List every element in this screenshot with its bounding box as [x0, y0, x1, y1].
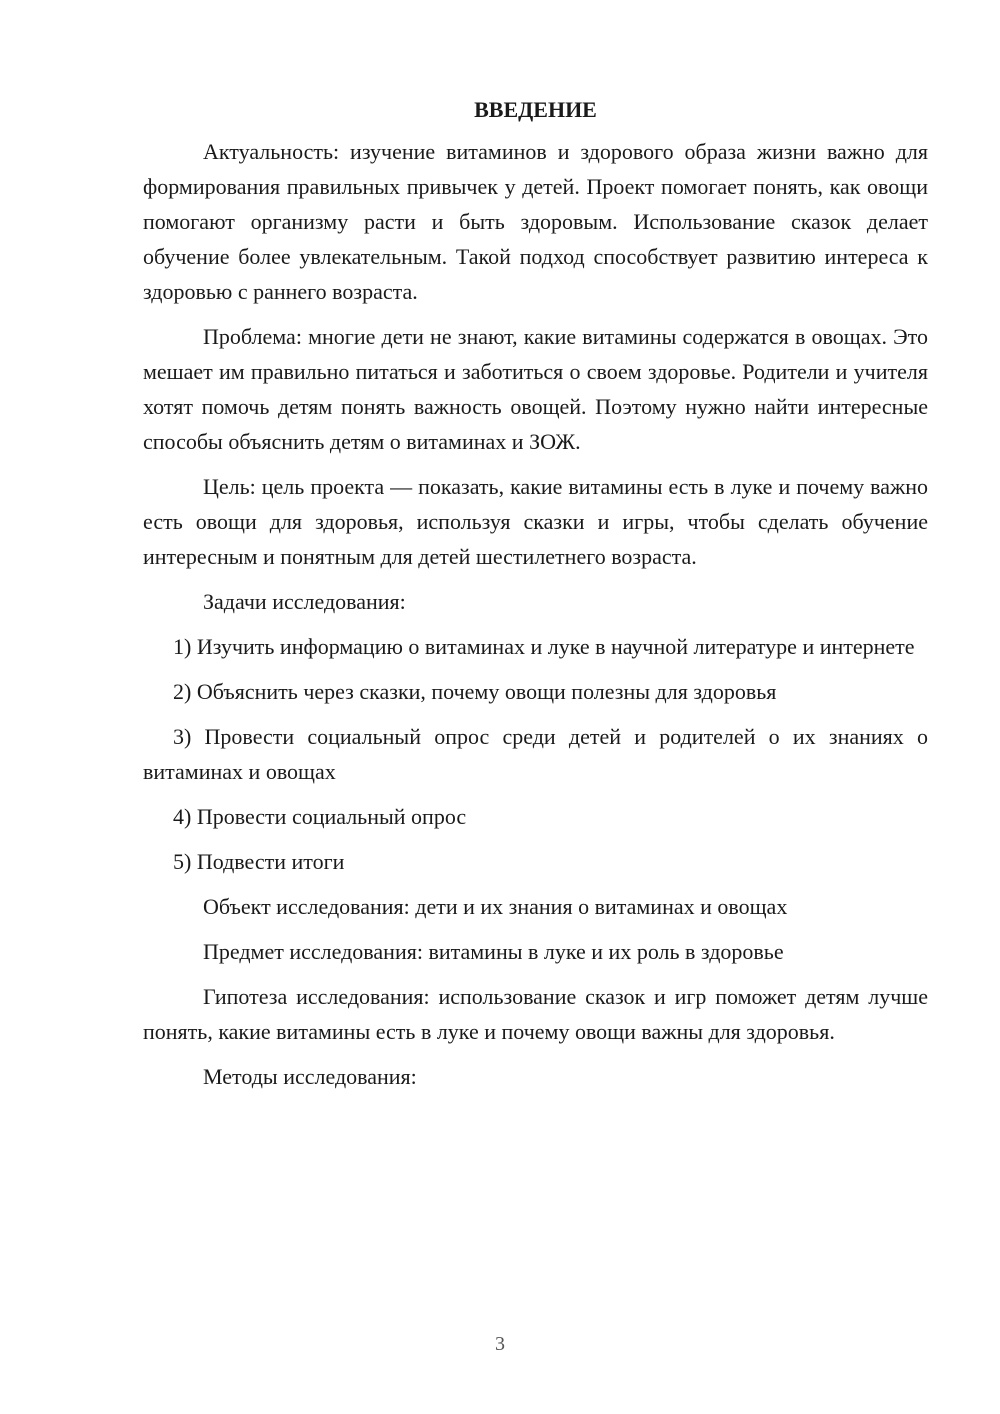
research-object: Объект исследования: дети и их знания о витаминах и овощах — [203, 894, 788, 919]
task-item-5: 5) Подвести итоги — [173, 849, 345, 874]
goal-paragraph: Цель: цель проекта — показать, какие витамины есть в луке и почему важно есть овощи для здоровья, используя сказки и игры, чтобы сделать обучение интересным и понятным для детей шестилетнего возраста. — [143, 474, 928, 569]
task-item-2: 2) Объяснить через сказки, почему овощи полезны для здоровья — [173, 679, 777, 704]
document-page — [143, 92, 928, 1104]
research-hypothesis: Гипотеза исследования: использование сказок и игр поможет детям лучше понять, какие витамины есть в луке и почему овощи важны для здоровья. — [143, 984, 928, 1044]
research-subject: Предмет исследования: витамины в луке и их роль в здоровье — [203, 939, 784, 964]
task-item-1: 1) Изучить информацию о витаминах и луке в научной литературе и интернете — [173, 634, 915, 659]
section-heading: ВВЕДЕНИЕ — [474, 97, 597, 122]
task-item-4: 4) Провести социальный опрос — [173, 804, 467, 829]
problem-paragraph: Проблема: многие дети не знают, какие витамины содержатся в овощах. Это мешает им правильно питаться и заботиться о своем здоровье. Родители и учителя хотят помочь детям понять важность овощей. Поэтому нужно найти интересные способы объяснить детям о витаминах и ЗОЖ. — [143, 324, 928, 454]
relevance-paragraph: Актуальность: изучение витаминов и здорового образа жизни важно для формирования правильных привычек у детей. Проект помогает понять, как овощи помогают организму расти и быть здоровым. Использование сказок делает обучение более увлекательным. Такой подход способствует развитию интереса к здоровью с раннего возраста. — [143, 139, 928, 304]
tasks-title: Задачи исследования: — [203, 589, 406, 614]
page-number: 3 — [495, 1333, 505, 1355]
research-methods: Методы исследования: — [203, 1064, 417, 1089]
task-item-3: 3) Провести социальный опрос среди детей и родителей о их знаниях о витаминах и овощах — [143, 724, 928, 784]
